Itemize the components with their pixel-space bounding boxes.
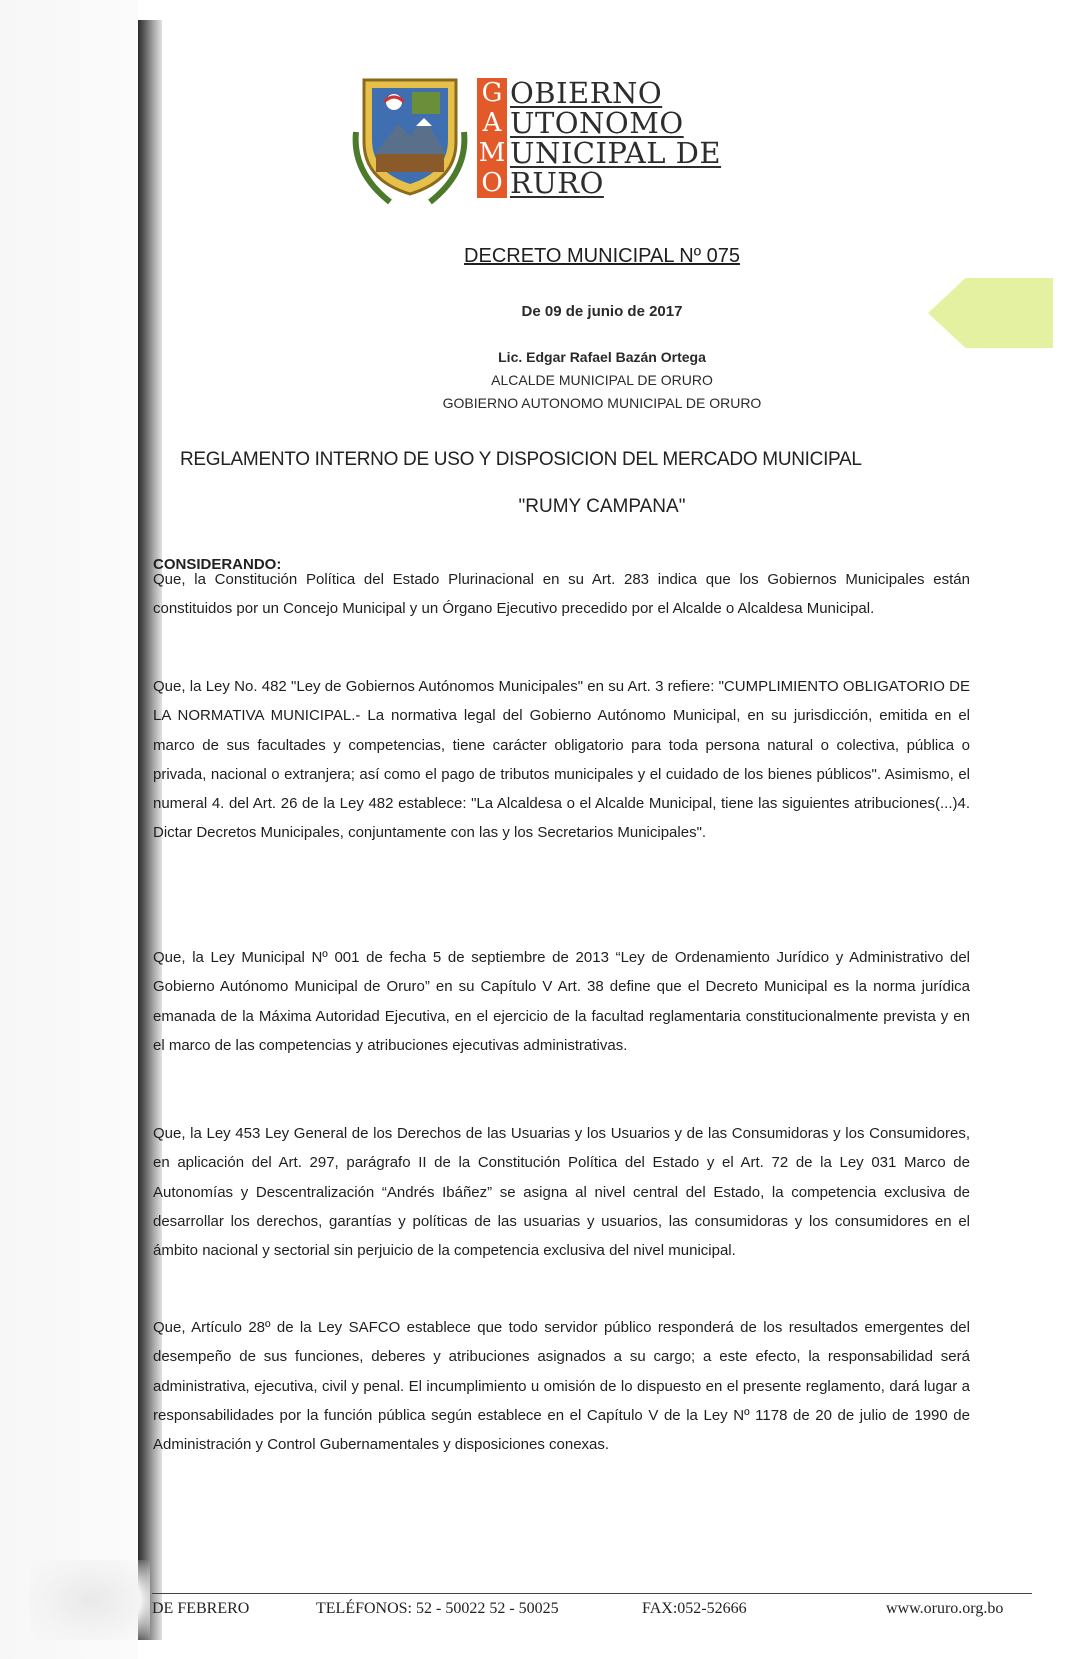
- footer-website: www.oruro.org.bo: [886, 1600, 1004, 1617]
- paragraph: Que, Artículo 28º de la Ley SAFCO establece que todo servidor público responderá de los resultados emergentes del desempeño de sus funciones, deberes y atribuciones asignados a su cargo; a este efecto, la responsabilidad será administrativa, ejecutiva, civil y penal. El incumplimiento u omisión de lo dispuesto en el presente reglamento, dará lugar a responsabilidades por la función pública según establece en el Capítulo V de la Ley Nº 1178 de 20 de julio de 1990 de Administración y Control Gubernamentales y disposiciones conexas.: [153, 1319, 970, 1454]
- signatory-organization: GOBIERNO AUTONOMO MUNICIPAL DE ORURO: [442, 395, 762, 411]
- decree-title: DECRETO MUNICIPAL Nº 075: [464, 245, 740, 267]
- paragraph: Que, la Constitución Política del Estado Plurinacional en su Art. 283 indica que los Gobiernos Municipales están constituidos por un Concejo Municipal y un Órgano Ejecutivo precedido por el Alcalde o Alcaldesa Municipal.: [153, 571, 970, 618]
- municipal-crest-icon: [350, 72, 470, 207]
- logo-word: RURO: [510, 166, 604, 200]
- decree-date: De 09 de junio de 2017: [521, 303, 683, 320]
- signatory-role: ALCALDE MUNICIPAL DE ORURO: [491, 372, 713, 388]
- footer-address: DE FEBRERO: [152, 1600, 250, 1617]
- logo-letter: G: [477, 78, 507, 108]
- logo-wordmark: [510, 78, 721, 198]
- logo-word: UTONOMO: [510, 106, 684, 140]
- regulation-title: REGLAMENTO INTERNO DE USO Y DISPOSICION DEL MERCADO MUNICIPAL: [180, 449, 862, 470]
- logo-word: UNICIPAL DE: [510, 136, 722, 170]
- footer-phones: TELÉFONOS: 52 - 50022 52 - 50025: [316, 1600, 559, 1617]
- footer-fax: FAX:052-52666: [642, 1600, 747, 1617]
- letterhead: [350, 72, 770, 207]
- logo-letter: O: [477, 168, 507, 198]
- logo-letter: A: [477, 108, 507, 138]
- footer-divider: [152, 1593, 1032, 1594]
- paragraph: Que, la Ley Municipal Nº 001 de fecha 5 de septiembre de 2013 “Ley de Ordenamiento Jurídico y Administrativo del Gobierno Autónomo Municipal de Oruro” en su Capítulo V Art. 38 define que el Decreto Municipal es la norma jurídica emanada de la Máxima Autoridad Ejecutiva, en el ejercicio de la facultad reglamentaria constitucionalmente prevista y en el marco de las competencias y atribuciones ejecutivas administrativas.: [153, 949, 970, 1054]
- logo-letter: M: [478, 138, 506, 168]
- section-heading: CONSIDERANDO:: [153, 556, 282, 573]
- paragraph: Que, la Ley No. 482 "Ley de Gobiernos Autónomos Municipales" en su Art. 3 refiere: "CUMPLIMIENTO OBLIGATORIO DE LA NORMATIVA MUNICIPAL.- La normativa legal del Gobierno Autónomo Municipal, en su jurisdicción, emitida en el marco de sus facultades y competencias, tiene carácter obligatorio para toda persona natural o colectiva, pública o privada, nacional o extranjera; así como el pago de tributos municipales y el cuidado de los bienes públicos". Asimismo, el numeral 4. del Art. 26 de la Ley 482 establece: "La Alcaldesa o el Alcalde Municipal, tiene las siguientes atribuciones(...)4. Dictar Decretos Municipales, conjuntamente con las y los Secretarios Municipales".: [153, 678, 970, 842]
- paragraph: Que, la Ley 453 Ley General de los Derechos de las Usuarias y los Usuarios y de las Consumidoras y los Consumidores, en aplicación del Art. 297, parágrafo II de la Constitución Política del Estado y el Art. 72 de la Ley 031 Marco de Autonomías y Descentralización “Andrés Ibáñez” se asigna al nivel central del Estado, la competencia exclusiva de desarrollar los derechos, garantías y políticas de las usuarias y usuarios, las consumidoras y los consumidores en el ámbito nacional y sectorial sin perjuicio de la competencia exclusiva del nivel municipal.: [153, 1125, 970, 1260]
- signatory-name: Lic. Edgar Rafael Bazán Ortega: [498, 349, 706, 365]
- logo-word: OBIERNO: [510, 76, 663, 110]
- logo-initials: [477, 78, 507, 198]
- page-margin: [0, 0, 138, 1659]
- regulation-name: "RUMY CAMPANA": [518, 496, 686, 517]
- paper-stain: [30, 1560, 150, 1640]
